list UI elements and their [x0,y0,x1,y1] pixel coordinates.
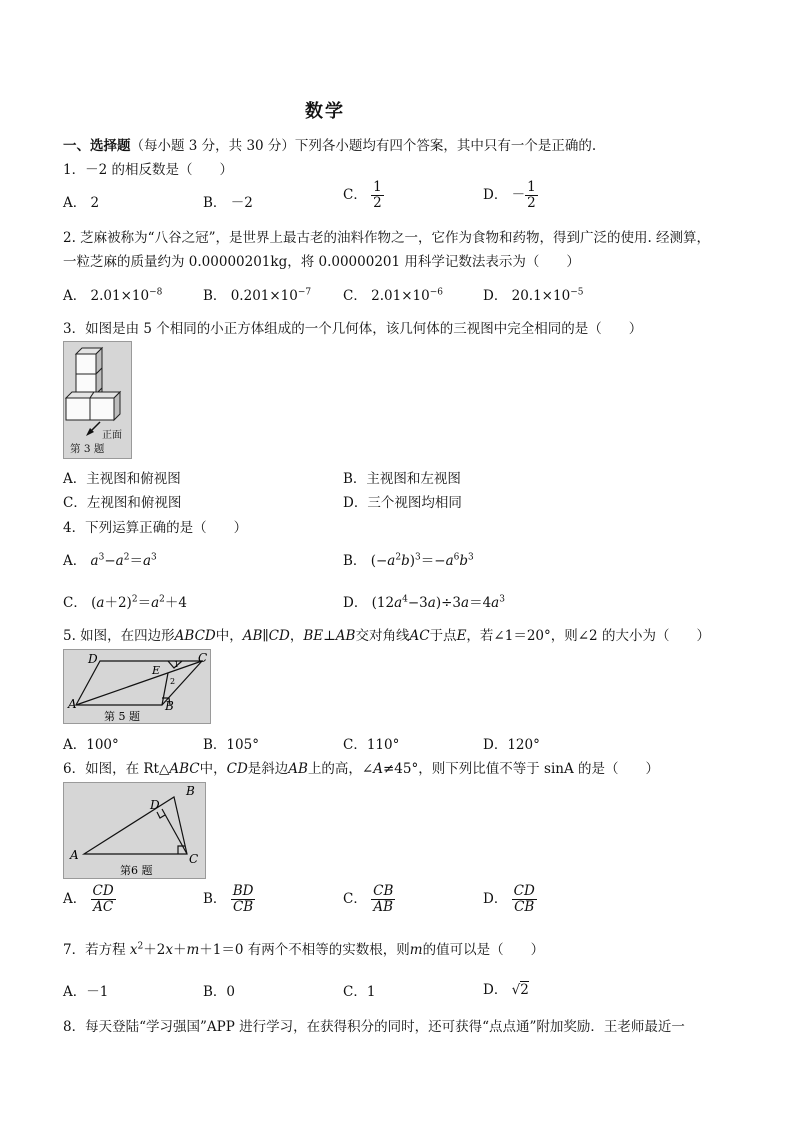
q3-stem: 3．如图是由 5 个相同的小正方体组成的一个几何体，该几何体的三视图中完全相同的是（ ） [63,321,643,337]
numerator: BD [232,883,254,899]
q3-option-a[interactable]: A．主视图和俯视图 [63,471,181,487]
q4-option-b[interactable]: B． $(-a^2b)^3=-a^6b^3$ [343,552,474,569]
q6-stem [63,757,659,777]
q6-a: A [373,761,383,777]
q6-option-a[interactable] [63,884,116,915]
q6-text: 中， [199,761,227,777]
numerator: CB [373,883,394,899]
option-label: D． [483,288,508,304]
option-label: B． [203,288,227,304]
angle-1: 1 [174,660,180,669]
option-label: D． [483,890,508,907]
q6-cd: CD [226,761,248,777]
option-value: －2 [230,195,253,211]
q4-option-d[interactable]: D． $(12a^4-3a)\div 3a=4a^3$ [343,594,505,611]
q6-text: 上的高，∠ [307,761,374,777]
q6-abc: ABC [169,761,200,777]
q7-stem [63,938,544,958]
option-label: C． [343,288,367,304]
denominator: CB [232,898,254,915]
q5-figure [63,649,211,724]
q7-equation: $x^2+2x+m+1=0$ [129,941,244,958]
vertex-b: B [186,784,195,798]
numerator: CD [513,883,535,899]
q2-option-c[interactable] [343,284,443,304]
q7-option-a[interactable]: A．－1 [63,984,109,1000]
option-label: A． [63,553,87,569]
quadrilateral-drawing [64,650,210,723]
denominator: AC [93,898,114,915]
q5-ac: AC [409,628,430,644]
q5-e: E [456,628,467,644]
option-value: 20.1×10 [511,288,571,304]
q5-option-a[interactable]: A．100° [63,737,119,753]
q6-option-d[interactable] [483,884,537,915]
q6-text: 是斜边 [247,761,289,777]
figure-caption: 第 5 题 [104,710,140,723]
q5-option-d[interactable]: D．120° [483,737,540,753]
option-value: 0.201×10 [230,288,298,304]
option-label: A． [63,890,87,907]
q1-option-c[interactable] [343,180,384,211]
q3-option-b[interactable]: B．主视图和左视图 [343,471,461,487]
vertex-a: A [68,697,77,711]
radicand: 2 [520,982,529,998]
q1-option-b[interactable] [203,191,253,211]
exponent: −7 [297,287,312,298]
numerator: 1 [373,179,382,195]
option-label: C． [343,186,367,203]
exponent: −5 [570,287,584,298]
fraction [371,884,395,915]
q5-text: 中， [215,628,243,644]
option-label: C． [63,595,87,611]
q6-figure [63,782,206,879]
section-title: 一、选择题 [63,138,131,154]
q2-option-a[interactable] [63,284,162,304]
q5-text: 5. 如图，在四边形 [63,628,175,644]
q3-figure [63,341,132,459]
option-label: B． [203,890,227,907]
q3-option-d[interactable]: D．三个视图均相同 [343,495,462,511]
q1-stem: 1．－2 的相反数是（ ） [63,162,233,178]
cubes-drawing [64,342,131,458]
exponent: −8 [149,287,163,298]
q5-stem [63,624,710,644]
section-heading [63,134,596,154]
q2-stem-line2: 一粒芝麻的质量约为 0.00000201kg，将 0.00000201 用科学记数法表示为（ ） [63,254,580,270]
denominator: CB [514,898,535,915]
denominator: AB [373,898,394,915]
vertex-c: C [189,852,199,866]
q5-text: 交对角线 [355,628,410,644]
q3-option-c[interactable]: C．左视图和俯视图 [63,495,182,511]
minus-sign: － [511,186,526,203]
q2-option-d[interactable] [483,284,583,304]
q4-stem: 4．下列运算正确的是（ ） [63,520,248,536]
vertex-b: B [165,699,174,713]
fraction [525,180,538,211]
option-value: 2.01×10 [90,288,150,304]
fraction [371,180,384,211]
section-note: （每小题 3 分，共 30 分）下列各小题均有四个答案，其中只有一个是正确的. [130,138,597,154]
q6-option-b[interactable] [203,884,255,915]
point-e: E [152,664,161,677]
sqrt-sign: √ [511,982,521,998]
q6-option-c[interactable] [343,884,395,915]
q4-option-a[interactable]: A． $a^3-a^2=a^3$ [63,552,157,569]
triangle-drawing [64,783,205,878]
fraction [91,884,116,915]
q5-quad: ABCD [174,628,216,644]
page-title: 数学 [305,101,345,122]
option-label: A． [63,288,87,304]
vertex-c: C [198,651,208,665]
q1-option-a[interactable] [63,191,99,211]
q6-text: 6．如图，在 Rt△ [63,761,170,777]
numerator: CD [92,883,114,899]
vertex-a: A [70,848,79,862]
exponent: −6 [429,287,443,298]
vertex-d: D [88,652,98,666]
q6-text: ≠45°，则下列比值不等于 sinA 的是（ ） [383,761,660,777]
q1-option-d[interactable] [483,180,538,211]
option-label: D． [343,595,368,611]
figure-caption: 第6 题 [120,864,153,877]
q5-option-b[interactable]: B．105° [203,737,259,753]
fraction [231,884,256,915]
q5-perp: BE⊥AB [303,628,356,644]
fraction [512,884,537,915]
figure-caption: 第 3 题 [70,443,105,455]
q4-option-c[interactable]: C． $(a+2)^2=a^2+4$ [63,594,187,611]
option-label: C． [343,890,367,907]
q7-text: 有两个不相等的实数根，则 [247,942,410,958]
q5-text: 于点 [429,628,457,644]
q7-option-c[interactable]: C．1 [343,984,376,1000]
q5-text: ， [289,628,304,644]
option-label: B． [203,195,227,211]
option-label: A． [63,195,87,211]
q7-text: 7．若方程 [63,942,126,958]
angle-2: 2 [170,677,176,686]
q2-stem-line1: 2. 芝麻被称为“八谷之冠”，是世界上最古老的油料作物之一，它作为食物和药物，得到广泛的使用. 经测算， [63,230,711,246]
denominator: 2 [373,194,382,211]
q7-m: m [409,942,423,958]
q2-option-b[interactable] [203,284,311,304]
option-value: 2 [90,195,100,211]
numerator: 1 [527,179,536,195]
q5-parallel: AB∥CD [242,628,290,644]
q8-stem-line1: 8．每天登陆“学习强国”APP 进行学习，在获得积分的同时，还可获得“点点通”附加奖励．王老师最近一 [63,1019,685,1035]
q7-option-b[interactable]: B．0 [203,984,236,1000]
front-label: 正面 [102,430,122,441]
point-d: D [150,798,160,812]
q5-text: ，若∠1＝20°，则∠2 的大小为（ ） [466,628,710,644]
option-label: B． [343,553,367,569]
q7-text: 的值可以是（ ） [422,942,545,958]
q5-option-c[interactable]: C．110° [343,737,400,753]
q7-option-d[interactable] [483,978,529,998]
q6-ab: AB [288,761,308,777]
option-label: D． [483,982,508,998]
denominator: 2 [527,194,536,211]
option-value: 2.01×10 [371,288,430,304]
option-label: D． [483,186,508,203]
